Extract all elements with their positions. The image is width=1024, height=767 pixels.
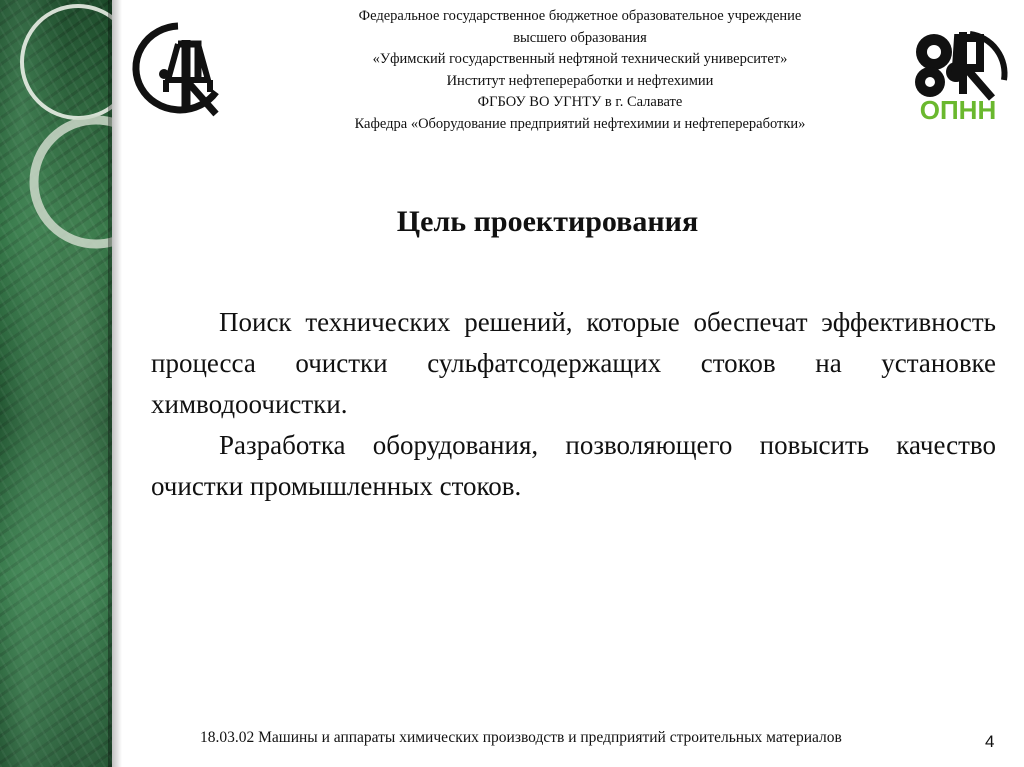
body-paragraph: Поиск технических решений, которые обеспечат эффективность процесса очистки сульфатсодержащих стоков на установке химводоочистки. [151,307,996,419]
header-line: Институт нефтепереработки и нефтехимии [446,72,714,89]
slide-title: Цель проектирования [396,205,699,238]
department-logo [908,24,1014,124]
sidebar-ring-large [22,6,112,118]
header-line: Кафедра «Оборудование предприятий нефтехимии и нефтепереработки» [354,115,806,132]
header-line: Федеральное государственное бюджетное образовательное учреждение [358,8,802,24]
university-logo [128,20,233,118]
page-number: 4 [985,732,995,751]
sidebar-ring-thick [34,120,112,244]
header-line: ФГБОУ ВО УГНТУ в г. Салавате [477,94,683,110]
header-line: «Уфимский государственный нефтяной технический университет» [372,51,788,67]
decorative-sidebar [0,0,112,767]
header-line: высшего образования [513,29,647,46]
footer-caption: 18.03.02 Машины и аппараты химических производств и предприятий строительных материалов [200,729,842,746]
slide-body [151,302,996,507]
body-paragraph: Разработка оборудования, позволяющего повысить качество очистки промышленных стоков. [151,430,996,501]
department-logo-text: ОПНН [919,95,997,124]
sidebar-shadow [108,0,122,767]
institution-header [270,6,890,135]
sidebar-rings [0,0,112,767]
